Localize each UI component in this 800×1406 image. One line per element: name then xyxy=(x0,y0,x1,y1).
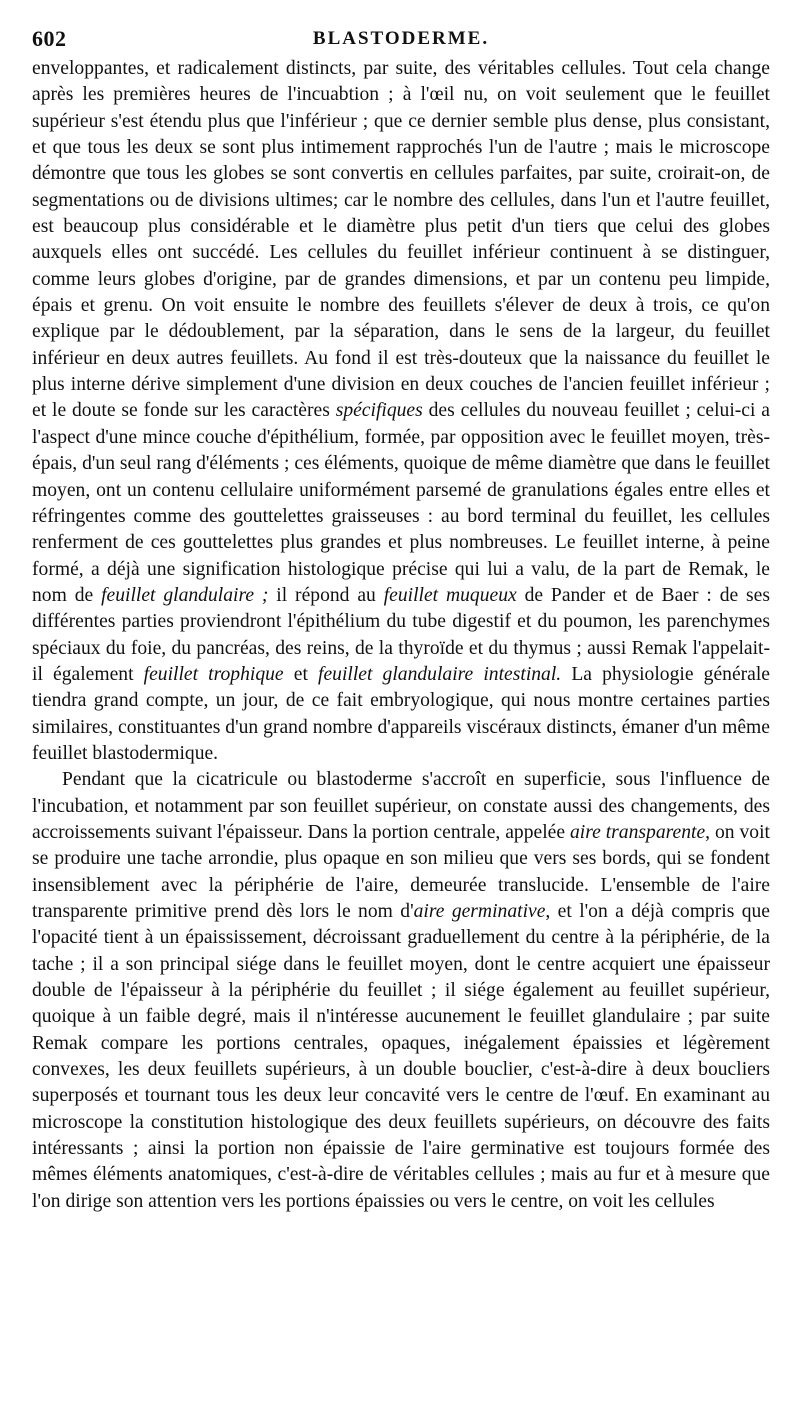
emphasis-run: feuillet glandulaire ; xyxy=(101,584,269,606)
running-title: BLASTODERME. xyxy=(312,28,490,49)
emphasis-run: aire transparente xyxy=(569,821,706,843)
emphasis-run: feuillet muqueux xyxy=(383,584,517,606)
text-run: La physiologie générale tiendra grand compte, un jour, de ce fait embryologique, qui nous montre certaines parties similaires, constituantes d'un grand nombre d'appareils viscéraux distincts, émaner d'un même feuillet blastodermique. xyxy=(32,663,770,764)
emphasis-run: feuillet trophique xyxy=(143,663,284,685)
page-header xyxy=(32,26,770,56)
text-run: il répond au xyxy=(268,584,384,606)
text-run: enveloppantes, et radicalement distincts, par suite, des véritables cellules. Tout cela change après les premières heures de l'incuabtion ; à l'œil nu, on voit seulement que le feuillet supérieur s'est étendu plus que l'inférieur ; que ce dernier semble plus dense, plus consistant, et que tous les deux se sont plus intimement rapprochés l'un de l'autre ; mais le microscope démontre que tous les globes se sont convertis en cellules parfaites, par suite, croirait-on, de segmentations ou de divisions ultimes; car le nombre des cellules, dans l'un et l'autre feuillet, est beaucoup plus considérable et le diamètre plus petit d'un tiers que celui des globes auxquels elles ont succédé. Les cellules du feuillet inférieur continuent à se distinguer, comme leurs globes d'origine, par de grandes dimensions, et par un contenu peu limpide, épais et grenu. On voit ensuite le nombre des feuillets s'élever de deux à trois, ce qu'on explique par le dédoublement, par la séparation, dans le sens de la largeur, du feuillet inférieur en deux autres feuillets. Au fond il est très-douteux que la naissance du feuillet le plus interne dérive simplement d'une division en deux couches de l'ancien feuillet inférieur ; et le doute se fonde sur les caractères xyxy=(32,58,770,422)
emphasis-run: spécifiques xyxy=(335,400,423,422)
text-run: , on voit se produire une tache arrondie, plus opaque en son milieu que vers ses bords, qui se fondent insensiblement avec la périphérie de l'aire, demeurée translucide. L'ensemble de l'aire transparente primitive prend dès lors le nom d' xyxy=(32,821,770,922)
text-run: de Pander et de Baer : de ses différentes parties proviendront l'épithélium du tube digestif et du poumon, les parenchymes spéciaux du foie, du pancréas, des reins, de la thyroïde et du thymus ; aussi Remak l'appelait-il également xyxy=(32,584,771,685)
text-run: , et l'on a déjà compris que l'opacité tient à un épaississement, décroissant graduellement du centre à la périphérie, de la tache ; il a son principal siége dans le feuillet moyen, dont le centre acquiert une épaisseur double de l'épaisseur à la périphérie du feuillet ; il siége également au feuillet supérieur, quoique à un faible degré, mais il n'intéresse aucunement le feuillet glandulaire ; par suite Remak compare les portions centrales, opaques, inégalement épaissies et légèrement convexes, les deux feuillets supérieurs, à un double bouclier, c'est-à-dire à deux boucliers superposés et tournant tous les deux leur concavité vers le centre de l'œuf. En examinant au microscope la constitution histologique des deux feuillets supérieurs, on découvre des faits intéressants ; ainsi la portion non épaissie de l'aire germinative est toujours formée des mêmes éléments anatomiques, c'est-à-dire de véritables cellules ; mais au fur et à mesure que l'on dirige son attention vers les portions épaissies ou vers le centre, on voit les cellules xyxy=(32,901,770,1212)
book-page xyxy=(32,26,770,1215)
emphasis-run: feuillet glandulaire intestinal. xyxy=(318,663,562,685)
emphasis-run: aire germinative xyxy=(413,901,546,922)
paragraph-blastoderme-growth xyxy=(32,767,770,1215)
text-run: des cellules du nouveau feuillet ; celui-ci a l'aspect d'une mince couche d'épithélium, formée, par opposition avec le feuillet moyen, très-épais, d'un seul rang d'éléments ; ces éléments, quoique de même diamètre que dans le feuillet moyen, ont un contenu cellulaire uniformément parsemé de granulations égales entre elles et réfringentes comme des gouttelettes graisseuses : au bord terminal du feuillet, les cellules renferment de ces gouttelettes plus grandes et plus nombreuses. Le feuillet interne, à peine formé, a déjà une signification histologique précise qui lui a valu, de la part de Remak, le nom de xyxy=(32,400,770,606)
paragraph-continuation xyxy=(32,56,770,767)
text-run: et xyxy=(283,663,319,685)
text-run: Pendant que la cicatricule ou blastoderme s'accroît en superficie, sous l'influence de l'incubation, et notamment par son feuillet supérieur, on constate aussi des changements, des accroissements suivant l'épaisseur. Dans la portion centrale, appelée xyxy=(32,769,770,843)
page-number: 602 xyxy=(32,26,67,51)
